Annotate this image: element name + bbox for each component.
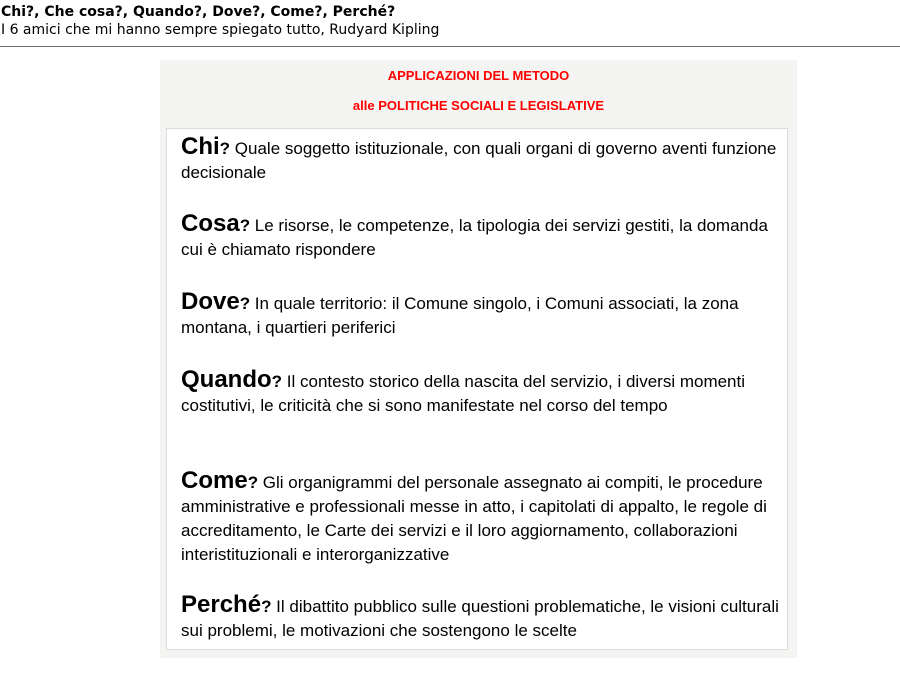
question-item-come: [181, 469, 786, 567]
slide-heading-line1: APPLICAZIONI DEL METODO: [387, 68, 570, 83]
question-mark: ?: [261, 597, 272, 616]
question-keyword: Perché: [181, 591, 262, 618]
question-item-dove: [181, 290, 786, 340]
question-mark: ?: [219, 139, 231, 158]
question-card: [166, 128, 788, 650]
question-text: Il contesto storico della nascita del servizio, i diversi momenti costitutivi, le criticità che si sono manifestate nel corso del tempo: [181, 372, 746, 415]
question-keyword: Come: [181, 467, 248, 494]
page-subtitle: I 6 amici che mi hanno sempre spiegato tutto, Rudyard Kipling: [1, 22, 440, 38]
question-text: Il dibattito pubblico sulle questioni problematiche, le visioni culturali sui problemi, le motivazioni che sostengono le scelte: [181, 597, 779, 640]
question-item-quando: [181, 368, 786, 418]
question-item-chi: [181, 135, 786, 185]
question-keyword: Cosa: [181, 210, 240, 237]
question-text: In quale territorio: il Comune singolo, i Comuni associati, la zona montana, i quartieri periferici: [181, 294, 739, 337]
question-item-cosa: [181, 212, 786, 262]
question-mark: ?: [239, 294, 251, 313]
question-text: Gli organigrammi del personale assegnato ai compiti, le procedure amministrative e professionali messe in atto, i capitolati di appalto, le regole di accreditamento, le Carte dei servizi e il loro aggiornamento, collaborazioni interistituzionali e interorganizzative: [181, 473, 767, 564]
question-text: Le risorse, le competenze, la tipologia dei servizi gestiti, la domanda cui è chiamato rispondere: [181, 216, 768, 259]
question-mark: ?: [247, 473, 259, 492]
question-keyword: Chi: [181, 133, 220, 160]
slide-image: [160, 60, 797, 658]
question-mark: ?: [239, 216, 251, 235]
slide-heading-line2: alle POLITICHE SOCIALI E LEGISLATIVE: [352, 98, 605, 113]
question-text: Quale soggetto istituzionale, con quali organi di governo aventi funzione decisionale: [181, 139, 777, 182]
question-item-perche: [181, 593, 786, 643]
page-header: [0, 0, 900, 43]
header-divider: [0, 46, 900, 47]
question-keyword: Dove: [181, 288, 240, 315]
question-mark: ?: [271, 372, 283, 391]
page-title: Chi?, Che cosa?, Quando?, Dove?, Come?, Perché?: [1, 4, 396, 20]
question-keyword: Quando: [181, 366, 272, 393]
